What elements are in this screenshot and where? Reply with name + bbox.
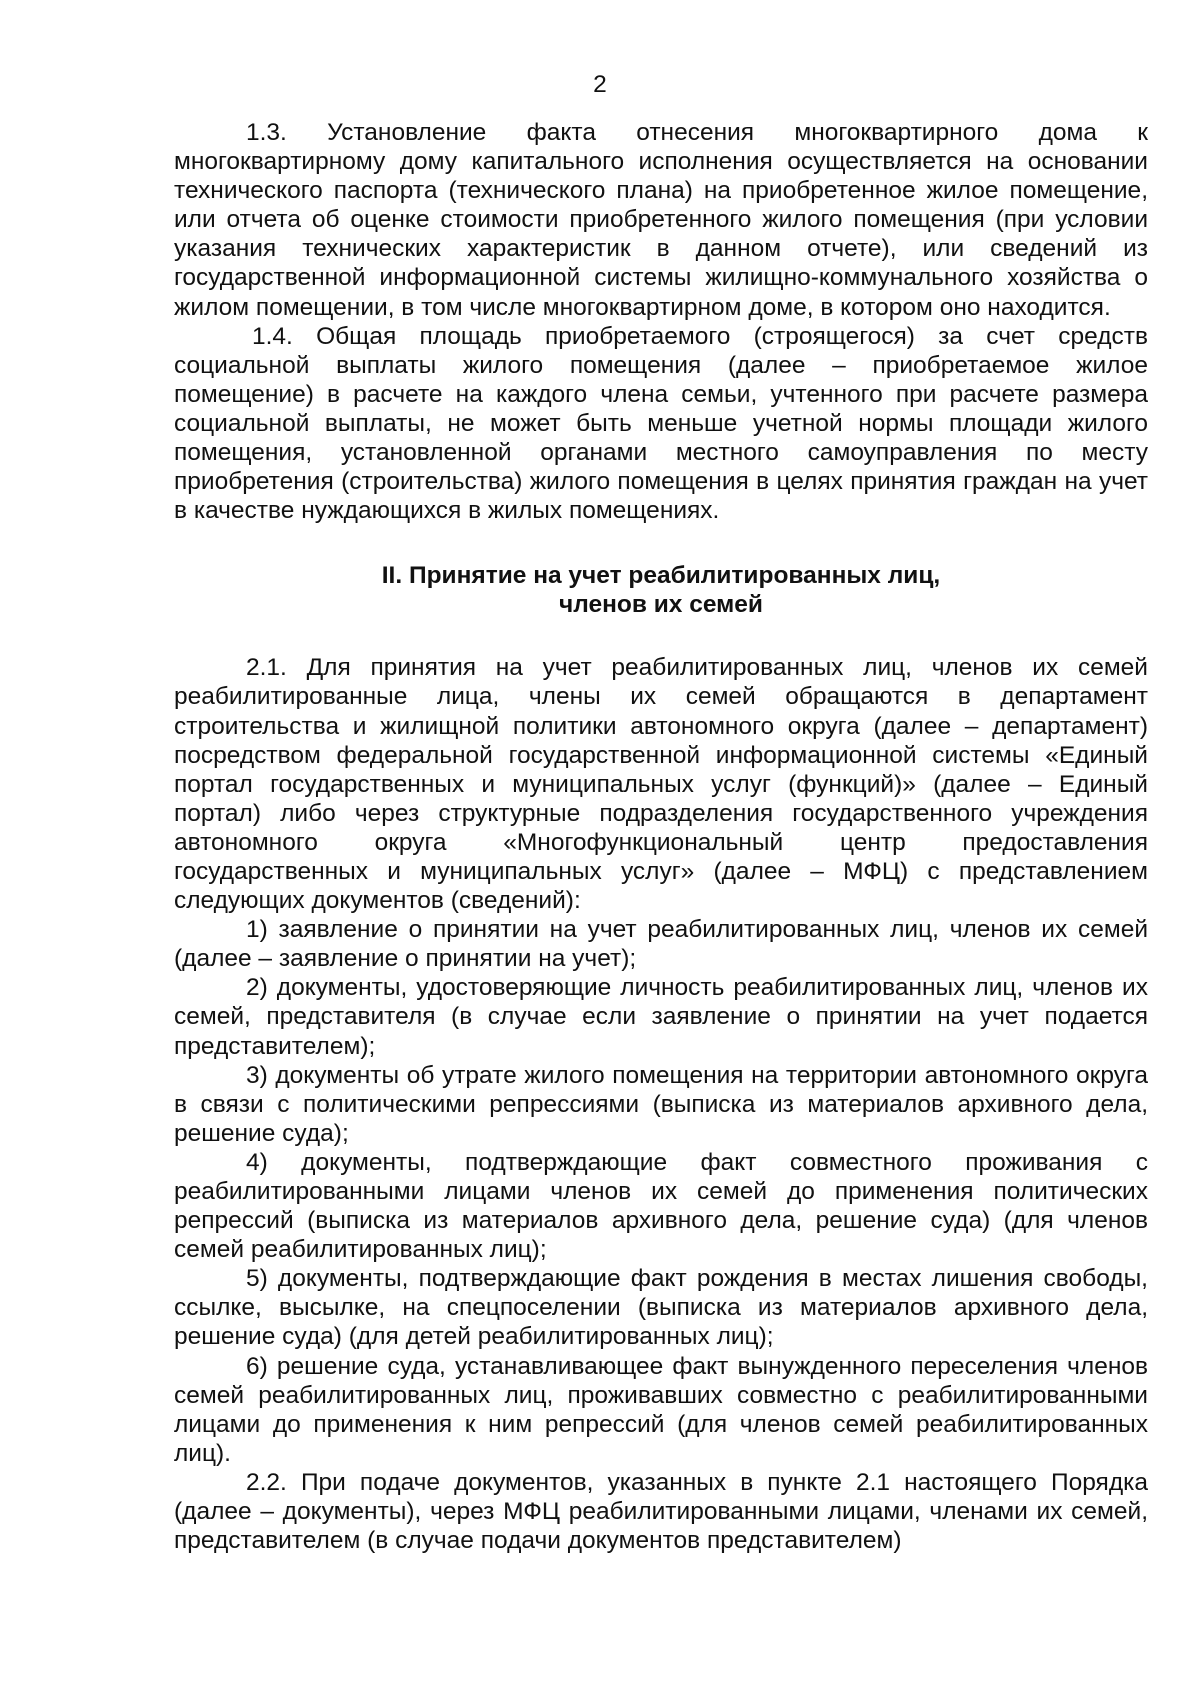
page-number: 2: [593, 71, 607, 98]
section-heading-line-1: II. Принятие на учет реабилитированных лиц,: [381, 562, 941, 590]
list-item-2: 2) документы, удостоверяющие личность реабилитированных лиц, членов их семей, представителя (в случае если заявление о принятии на учет подается представителем);: [174, 974, 1148, 1060]
paragraph-2-2: 2.2. При подаче документов, указанных в пункте 2.1 настоящего Порядка (далее – документы), через МФЦ реабилитированными лицами, членами их семей, представителем (в случае подачи документов представителем): [174, 1468, 1148, 1555]
document-body: [174, 118, 1148, 1555]
list-item-1: 1) заявление о принятии на учет реабилитированных лиц, членов их семей (далее – заявление о принятии на учет);: [174, 916, 1148, 973]
paragraph-1-4: 1.4. Общая площадь приобретаемого (строящегося) за счет средств социальной выплаты жилого помещения (далее – приобретаемое жилое помещение) в расчете на каждого члена семьи, учтенного при расчете размера социальной выплаты, не может быть меньше учетной нормы площади жилого помещения, установленной органами местного самоуправления по месту приобретения (строительства) жилого помещения в целях принятия граждан на учет в качестве нуждающихся в жилых помещениях.: [174, 322, 1148, 525]
section-heading-line-2: членов их семей: [559, 591, 763, 619]
paragraph-2-1: 2.1. Для принятия на учет реабилитированных лиц, членов их семей реабилитированные лица, члены их семей обращаются в департамент строительства и жилищной политики автономного округа (далее – департамент) посредством федеральной государственной информационной системы «Единый портал государственных и муниципальных услуг (функций)» (далее – Единый портал) либо через структурные подразделения государственного учреждения автономного округа «Многофункциональный центр предоставления государственных и муниципальных услуг» (далее – МФЦ) с представлением следующих документов (сведений):: [174, 654, 1148, 915]
list-item-5: 5) документы, подтверждающие факт рождения в местах лишения свободы, ссылке, высылке, на спецпоселении (выписка из материалов архивного дела, решение суда) (для детей реабилитированных лиц);: [174, 1265, 1148, 1351]
paragraph-1-3: 1.3. Установление факта отнесения многоквартирного дома к многоквартирному дому капитального исполнения осуществляется на основании технического паспорта (технического плана) на приобретенное жилое помещение, или отчета об оценке стоимости приобретенного жилого помещения (при условии указания технических характеристик в данном отчете), или сведений из государственной информационной системы жилищно-коммунального хозяйства о жилом помещении, в том числе многоквартирном доме, в котором оно находится.: [174, 119, 1148, 321]
list-item-3: 3) документы об утрате жилого помещения на территории автономного округа в связи с политическими репрессиями (выписка из материалов архивного дела, решение суда);: [174, 1061, 1148, 1147]
list-item-6: 6) решение суда, устанавливающее факт вынужденного переселения членов семей реабилитированных лиц, проживавших совместно с реабилитированными лицами до применения к ним репрессий (для членов семей реабилитированных лиц).: [174, 1352, 1148, 1467]
section-heading: [174, 561, 1148, 619]
list-item-4: 4) документы, подтверждающие факт совместного проживания с реабилитированными лицами членов их семей до применения политических репрессий (выписка из материалов архивного дела, решение суда) (для членов семей реабилитированных лиц);: [174, 1148, 1148, 1264]
